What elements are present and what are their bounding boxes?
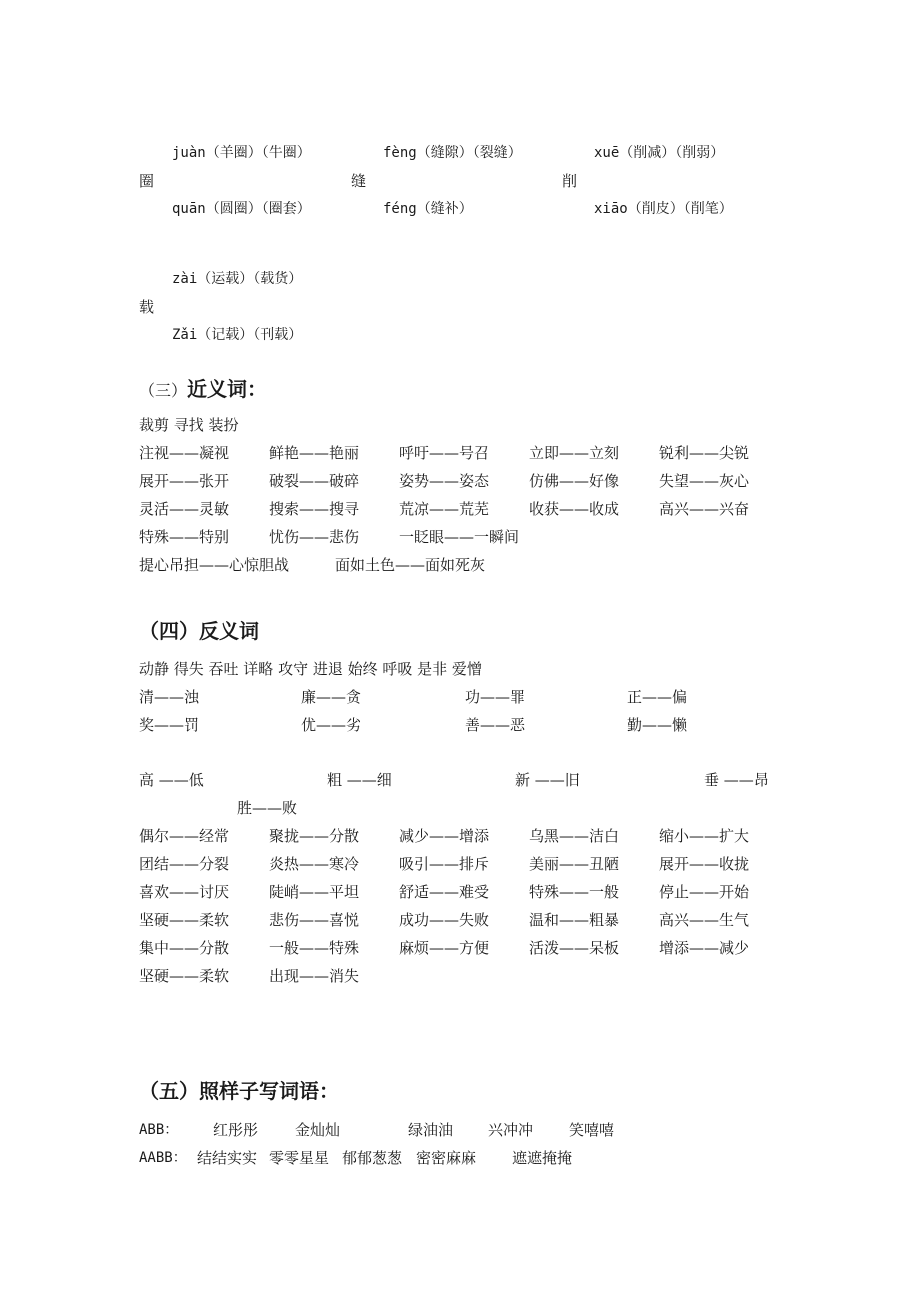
polyphone-feng-char: 缝: [351, 172, 367, 190]
antonym-pair: 停止——开始: [659, 883, 750, 901]
synonym-pair: 注视——凝视: [139, 444, 230, 462]
synonym-pair: 展开——张开: [139, 472, 230, 490]
antonym-pair: 团结——分裂: [139, 855, 230, 873]
antonym-pair: 活泼——呆板: [529, 939, 620, 957]
synonym-pair: 荒凉——荒芜: [399, 500, 490, 518]
abb-word: 兴冲冲: [488, 1121, 534, 1139]
antonym-pair: 减少——增添: [399, 827, 490, 845]
antonym-pair: 聚拢——分散: [269, 827, 360, 845]
abb-word: 红彤彤: [213, 1121, 259, 1139]
antonym-pair: 温和——粗暴: [529, 911, 620, 929]
section-number: （三）: [139, 381, 188, 400]
antonym-pair: 悲伤——喜悦: [269, 911, 360, 929]
polyphone-feng-bottom: féng（缝补）: [383, 201, 473, 217]
synonym-pair: 失望——灰心: [659, 472, 750, 490]
antonym-pair: 缩小——扩大: [659, 827, 750, 845]
synonym-pair: 呼吁——号召: [399, 444, 490, 462]
abb-word: 绿油油: [408, 1121, 454, 1139]
section-heading-synonyms: [139, 376, 267, 404]
synonym-pair: 破裂——破碎: [269, 472, 360, 490]
antonym-pair: 坚硬——柔软: [139, 911, 230, 929]
aabb-word: 零零星星: [269, 1149, 330, 1167]
antonym-pair: 展开——收拢: [659, 855, 750, 873]
antonym-pair: 炎热——寒冷: [269, 855, 360, 873]
antonym-pair: 陡峭——平坦: [269, 883, 360, 901]
antonym-pair: 垂 ——昂: [704, 771, 769, 789]
antonym-pair: 麻烦——方便: [399, 939, 490, 957]
aabb-label: AABB：: [139, 1150, 187, 1166]
antonym-pair: 乌黑——洁白: [529, 827, 620, 845]
polyphone-xue-top: xuē（削减）（削弱）: [594, 145, 725, 161]
aabb-word: 遮遮掩掩: [512, 1149, 573, 1167]
synonym-idiom: 面如土色——面如死灰: [335, 556, 486, 574]
polyphone-quan-top: juàn（羊圈）（牛圈）: [172, 145, 311, 161]
synonym-pair: 一眨眼——一瞬间: [399, 528, 520, 546]
synonym-idiom: 提心吊担——心惊胆战: [139, 556, 290, 574]
antonym-pair: 集中——分散: [139, 939, 230, 957]
antonym-pair: 奖——罚: [139, 716, 200, 734]
synonyms-intro: 裁剪 寻找 装扮: [139, 416, 239, 434]
synonym-pair: 高兴——兴奋: [659, 500, 750, 518]
antonym-pair: 舒适——难受: [399, 883, 490, 901]
abb-word: 笑嘻嘻: [569, 1121, 615, 1139]
section-heading-antonyms: （四）反义词: [139, 619, 259, 643]
section-title: 近义词：: [187, 377, 268, 401]
antonym-pair: 粗 ——细: [327, 771, 392, 789]
antonym-pair: 廉——贪: [301, 688, 362, 706]
synonym-pair: 锐利——尖锐: [659, 444, 750, 462]
antonym-pair: 坚硬——柔软: [139, 967, 230, 985]
polyphone-zai-bottom: Zǎi（记载）（刊载）: [172, 327, 303, 343]
antonym-pair: 清——浊: [139, 688, 200, 706]
antonym-pair: 善——恶: [465, 716, 526, 734]
section-heading-pattern-words: （五）照样子写词语：: [139, 1079, 339, 1103]
antonym-pair: 增添——减少: [659, 939, 750, 957]
abb-label: ABB：: [139, 1122, 179, 1138]
antonyms-intro: 动静 得失 吞吐 详略 攻守 进退 始终 呼吸 是非 爱憎: [139, 660, 482, 678]
antonym-pair: 偶尔——经常: [139, 827, 230, 845]
polyphone-xue-char: 削: [562, 172, 578, 190]
antonym-pair: 美丽——丑陋: [529, 855, 620, 873]
synonym-pair: 鲜艳——艳丽: [269, 444, 360, 462]
aabb-word: 郁郁葱葱: [342, 1149, 403, 1167]
synonym-pair: 特殊——特别: [139, 528, 230, 546]
synonym-pair: 姿势——姿态: [399, 472, 490, 490]
aabb-word: 密密麻麻: [416, 1149, 477, 1167]
antonym-pair: 胜——败: [237, 799, 298, 817]
antonym-pair: 功——罪: [465, 688, 526, 706]
antonym-pair: 新 ——旧: [515, 771, 580, 789]
antonym-pair: 成功——失败: [399, 911, 490, 929]
polyphone-xue-bottom: xiāo（削皮）（削笔）: [594, 201, 733, 217]
antonym-pair: 一般——特殊: [269, 939, 360, 957]
synonym-pair: 立即——立刻: [529, 444, 620, 462]
polyphone-quan-char: 圈: [139, 172, 155, 190]
polyphone-zai-char: 载: [139, 298, 155, 316]
abb-word: 金灿灿: [295, 1121, 341, 1139]
antonym-pair: 正——偏: [627, 688, 688, 706]
polyphone-quan-bottom: quān（圆圈）（圈套）: [172, 201, 311, 217]
synonym-pair: 灵活——灵敏: [139, 500, 230, 518]
antonym-pair: 勤——懒: [627, 716, 688, 734]
antonym-pair: 高兴——生气: [659, 911, 750, 929]
polyphone-feng-top: fèng（缝隙）（裂缝）: [383, 145, 522, 161]
synonym-pair: 忧伤——悲伤: [269, 528, 360, 546]
antonym-pair: 吸引——排斥: [399, 855, 490, 873]
antonym-pair: 优——劣: [301, 716, 362, 734]
aabb-word: 结结实实: [197, 1149, 258, 1167]
antonym-pair: 喜欢——讨厌: [139, 883, 230, 901]
antonym-pair: 特殊——一般: [529, 883, 620, 901]
polyphone-zai-top: zài（运载）（载货）: [172, 271, 303, 287]
antonym-pair: 出现——消失: [269, 967, 360, 985]
synonym-pair: 搜索——搜寻: [269, 500, 360, 518]
antonym-pair: 高 ——低: [139, 771, 204, 789]
synonym-pair: 收获——收成: [529, 500, 620, 518]
synonym-pair: 仿佛——好像: [529, 472, 620, 490]
